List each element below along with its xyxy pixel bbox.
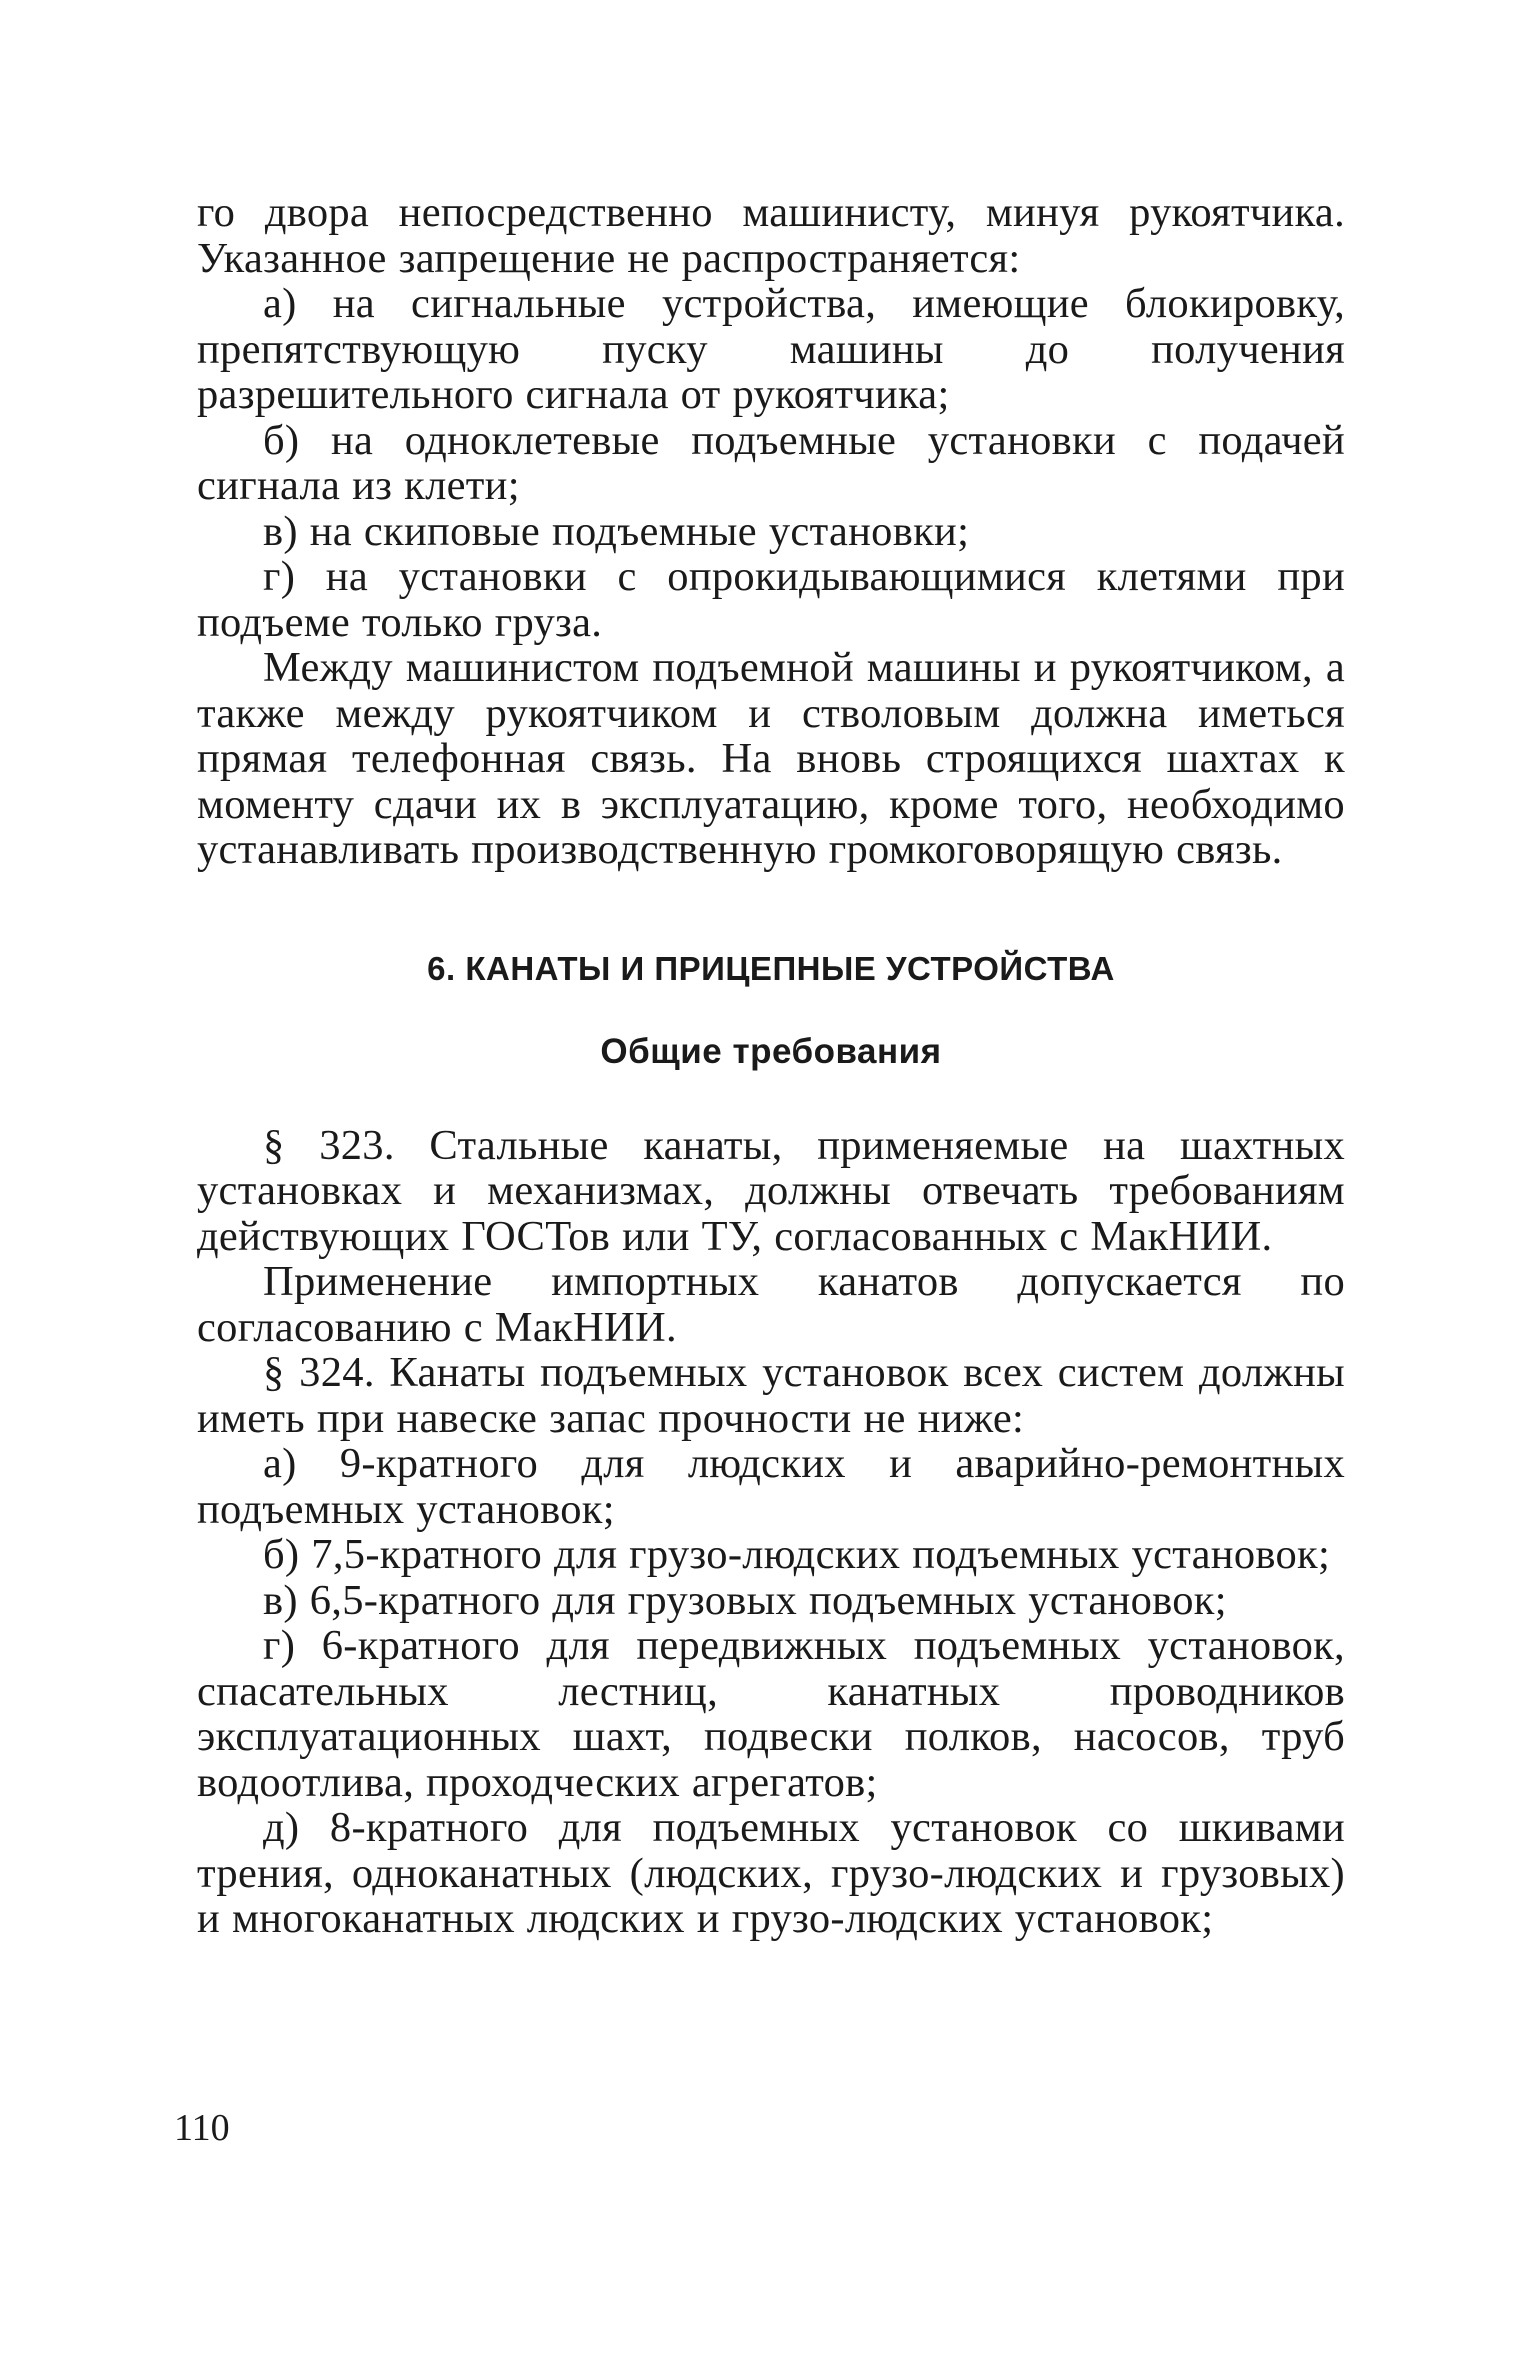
paragraph-323: § 323. Стальные канаты, применяемые на шахтных установках и механизмах, должны отвечать требованиям действующих ГОСТов или ТУ, согласованных с МакНИИ. <box>197 1121 1345 1260</box>
sub-heading: Общие требования <box>600 1031 942 1071</box>
section-heading: 6. КАНАТЫ И ПРИЦЕПНЫЕ УСТРОЙСТВА <box>427 949 1115 987</box>
list-item-v: в) на скиповые подъемные установки; <box>263 507 970 555</box>
page-number: 110 <box>174 2107 230 2149</box>
paragraph-telephone-link: Между машинистом подъемной машины и рукоятчиком, а также между рукоятчиком и стволовым должна иметься прямая телефонная связь. На вновь строящихся шахтах к моменту сдачи их в эксплуатацию, кроме того, необходимо устанавливать производственную громкоговорящую связь. <box>197 644 1345 873</box>
list-item-a: а) на сигнальные устройства, имеющие блокировку, препятствующую пуску машины до получения разрешительного сигнала от рукоятчика; <box>197 280 1345 418</box>
list-item-324-b: б) 7,5-кратного для грузо-людских подъемных установок; <box>263 1531 1331 1578</box>
list-item-b: б) на одноклетевые подъемные установки с подачей сигнала из клети; <box>197 416 1345 509</box>
page-body <box>197 190 1345 1942</box>
paragraph-continuation: го двора непосредственно машинисту, минуя рукоятчика. Указанное запрещение не распространяется: <box>197 189 1345 282</box>
list-item-324-d: д) 8-кратного для подъемных установок со шкивами трения, одноканатных (людских, грузо-людских и грузовых) и многоканатных людских и грузо-людских установок; <box>197 1804 1345 1942</box>
list-item-324-v: в) 6,5-кратного для грузовых подъемных установок; <box>263 1576 1227 1624</box>
paragraph-324: § 324. Канаты подъемных установок всех систем должны иметь при навеске запас прочности не ниже: <box>197 1349 1345 1442</box>
paragraph-import-ropes: Применение импортных канатов допускается по согласованию с МакНИИ. <box>197 1258 1345 1351</box>
list-item-g: г) на установки с опрокидывающимися клетями при подъеме только груза. <box>197 553 1345 646</box>
list-item-324-g: г) 6-кратного для передвижных подъемных установок, спасательных лестниц, канатных проводников эксплуатационных шахт, подвески полков, насосов, труб водоотлива, проходческих агрегатов; <box>197 1622 1345 1806</box>
list-item-324-a: а) 9-кратного для людских и аварийно-ремонтных подъемных установок; <box>197 1440 1345 1533</box>
